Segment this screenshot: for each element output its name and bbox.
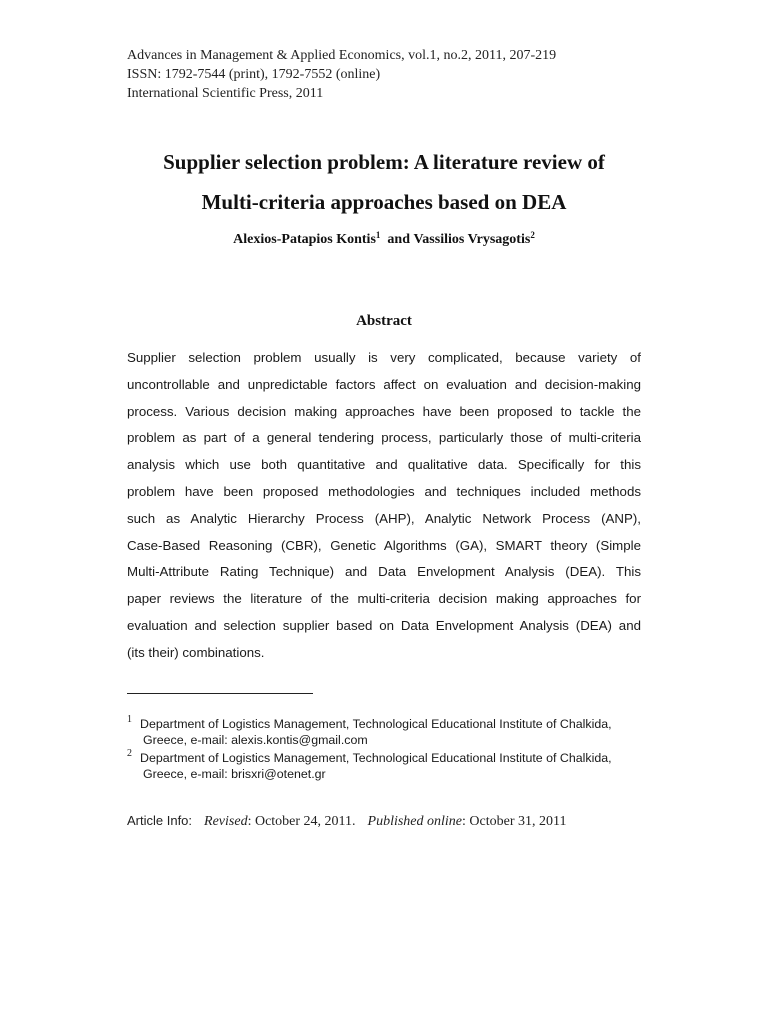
abstract-line: analysis which use both quantitative and qualitative data. Specifically for this	[127, 457, 641, 473]
abstract-line: such as Analytic Hierarchy Process (AHP), Analytic Network Process (ANP),	[127, 510, 641, 526]
abstract-line: uncontrollable and unpredictable factors affect on evaluation and decision-making	[127, 376, 641, 392]
author-1-name: Alexios-Patapios Kontis	[233, 232, 376, 247]
footnote-1-mark: 1	[127, 714, 132, 725]
revised-date: : October 24, 2011.	[247, 814, 356, 829]
abstract-line: Supplier selection problem usually is very complicated, because variety of	[127, 350, 641, 365]
revised-label: Revised	[204, 814, 248, 829]
footnote-2	[127, 750, 657, 782]
published-date: : October 31, 2011	[462, 814, 567, 829]
paper-title	[80, 142, 688, 222]
footnote-separator	[127, 693, 313, 694]
published-label: Published online	[367, 814, 463, 829]
footnote-2-email: Greece, e-mail: brisxri@otenet.gr	[143, 767, 326, 781]
footnote-1	[127, 716, 657, 748]
author-1-footnote-mark: 1	[375, 230, 381, 240]
journal-citation: Advances in Management & Applied Economics, vol.1, no.2, 2011, 207-219	[127, 48, 557, 63]
abstract-line: problem have been proposed methodologies and techniques included methods	[127, 483, 641, 499]
author-list	[80, 232, 688, 248]
article-info-label: Article Info:	[127, 813, 193, 828]
abstract-line: process. Various decision making approaches have been proposed to tackle the	[127, 403, 641, 419]
issn-line: ISSN: 1792-7544 (print), 1792-7552 (online)	[127, 67, 381, 82]
title-line-1: Supplier selection problem: A literature review of	[163, 150, 605, 174]
abstract-line: paper reviews the literature of the multi-criteria decision making approaches for	[127, 591, 641, 607]
footnote-2-mark: 2	[127, 748, 132, 759]
journal-header	[127, 46, 687, 103]
footnotes	[127, 716, 657, 784]
abstract-line: Multi-Attribute Rating Technique) and Data Envelopment Analysis (DEA). This	[127, 564, 641, 580]
abstract-line: (its their) combinations.	[127, 644, 265, 660]
author-2-footnote-mark: 2	[530, 230, 535, 240]
abstract-line: problem as part of a general tendering process, particularly those of multi-criteria	[127, 430, 641, 446]
abstract-body	[127, 345, 641, 667]
footnote-2-affiliation: Department of Logistics Management, Technological Educational Institute of Chalkida,	[140, 751, 612, 765]
footnote-1-email: Greece, e-mail: alexis.kontis@gmail.com	[143, 733, 368, 747]
abstract-heading: Abstract	[356, 313, 412, 329]
abstract-line: evaluation and selection supplier based on Data Envelopment Analysis (DEA) and	[127, 617, 641, 633]
publisher-line: International Scientific Press, 2011	[127, 86, 324, 101]
author-connector: and	[387, 232, 410, 247]
abstract-line: Case-Based Reasoning (CBR), Genetic Algorithms (GA), SMART theory (Simple	[127, 537, 641, 553]
title-line-2: Multi-criteria approaches based on DEA	[201, 190, 567, 214]
author-2-name: Vassilios Vrysagotis	[413, 232, 531, 247]
article-info	[127, 813, 567, 830]
footnote-1-affiliation: Department of Logistics Management, Technological Educational Institute of Chalkida,	[140, 717, 612, 731]
